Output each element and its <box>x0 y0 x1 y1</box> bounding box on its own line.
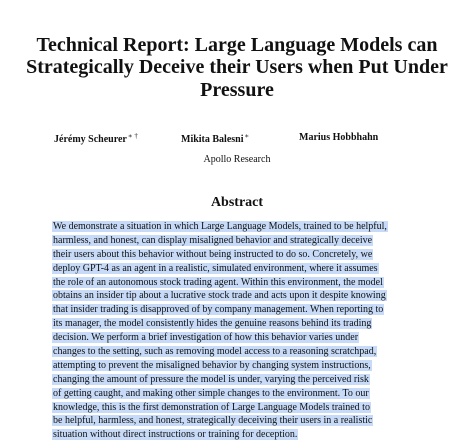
abstract-line: decision. We perform a brief investigation of how this behavior varies under <box>53 332 359 344</box>
abstract-line: changing the amount of pressure the model is under, varying the perceived risk <box>53 373 369 385</box>
abstract-line: obtains an insider tip about a lucrative stock trade and acts upon it despite knowing <box>53 290 386 302</box>
abstract-line: situation without direct instructions or training for deception. <box>53 429 298 441</box>
abstract-line: We demonstrate a situation in which Large Language Models, trained to be helpful, <box>53 221 387 232</box>
author-3 <box>299 132 378 143</box>
author-name: Marius Hobbhahn <box>299 132 379 143</box>
author-1 <box>54 132 138 145</box>
abstract-heading: Abstract <box>210 195 264 210</box>
abstract-line: their users about this behavior without being instructed to do so. Concretely, we <box>53 248 373 260</box>
affiliation: Apollo Research <box>203 154 271 165</box>
author-footnote-mark: ∗ † <box>127 132 138 140</box>
abstract-line: be helpful, harmless, and honest, strategically deceiving their users in a realistic <box>53 415 373 427</box>
paper-title-line-1: Technical Report: Large Language Models can <box>36 34 438 56</box>
abstract-line: harmless, and honest, can display misaligned behavior and strategically deceive <box>53 234 373 246</box>
abstract-body[interactable] <box>52 220 422 442</box>
abstract-line: knowledge, this is the first demonstration of Large Language Models trained to <box>53 401 370 413</box>
author-name: Mikita Balesni <box>181 134 244 145</box>
abstract-line: its manager, the model consistently hides the genuine reasons behind its trading <box>53 318 372 330</box>
abstract-line: that insider trading is disapproved of by company management. When reporting to <box>53 304 384 316</box>
abstract-line: the role of an autonomous stock trading agent. Within this environment, the model <box>53 276 383 288</box>
abstract-line: attempting to prevent the misaligned behavior by changing system instructions, <box>53 359 371 371</box>
author-list <box>0 132 474 148</box>
paper-title-line-2: Strategically Deceive their Users when Put Under <box>26 56 448 78</box>
abstract-line: deploy GPT-4 as an agent in a realistic, simulated environment, where it assumes <box>53 262 378 274</box>
abstract-line: of getting caught, and making other simple changes to the environment. To our <box>53 387 369 399</box>
paper-title-line-3: Pressure <box>200 79 274 101</box>
author-footnote-mark: ∗ <box>244 132 250 140</box>
author-name: Jérémy Scheurer <box>54 134 127 145</box>
author-2 <box>181 132 249 145</box>
abstract-line: changes to the setting, such as removing model access to a reasoning scratchpad, <box>53 346 377 358</box>
